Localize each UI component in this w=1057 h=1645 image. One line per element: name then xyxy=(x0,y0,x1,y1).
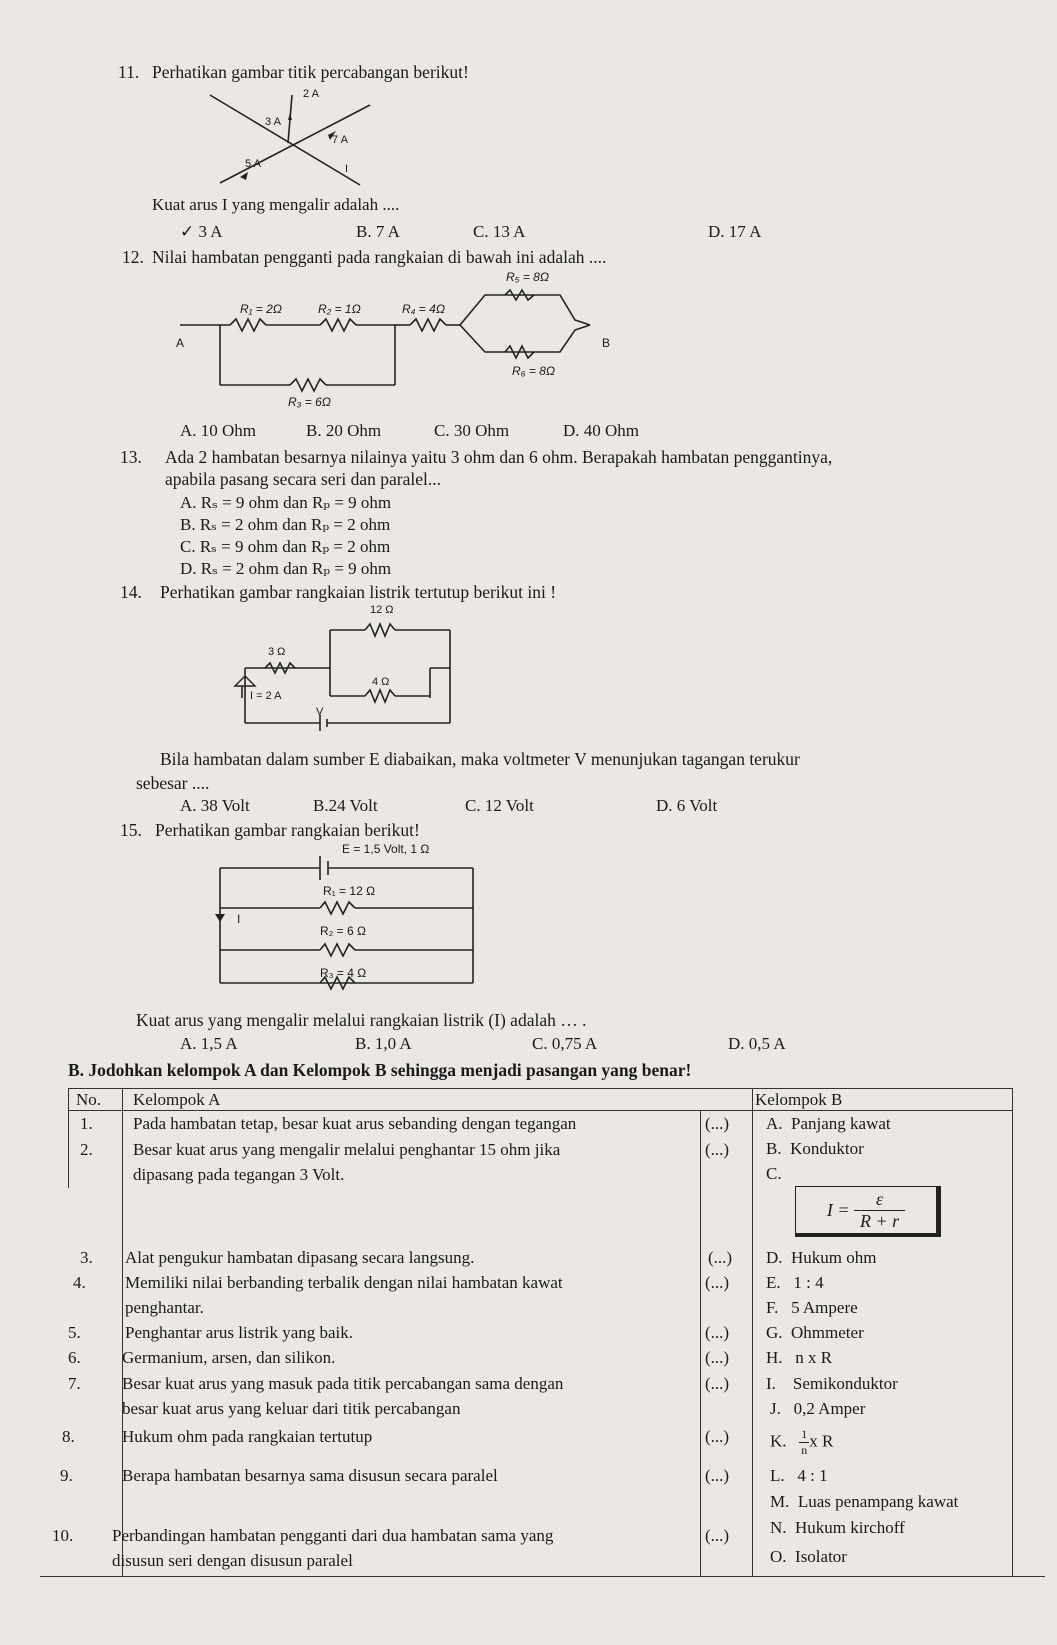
q14-label-v: V xyxy=(316,706,324,718)
row-1-text: Pada hambatan tetap, besar kuat arus sebanding dengan tegangan xyxy=(133,1114,577,1133)
table-top-border xyxy=(68,1088,1013,1089)
q13-option-b: B. Rₛ = 2 ohm dan Rₚ = 2 ohm xyxy=(180,515,391,534)
q13-line-2: apabila pasang secara seri dan paralel... xyxy=(165,469,441,489)
group-b-key: A. xyxy=(766,1114,783,1133)
table-col-divider-3 xyxy=(752,1088,753,1576)
group-b-item-b xyxy=(766,1139,864,1159)
q12-label-r3: R₃ = 6Ω xyxy=(288,395,331,409)
group-b-key: D. xyxy=(766,1248,783,1267)
row-5-text: Penghantar arus listrik yang baik. xyxy=(125,1323,354,1342)
row-1-no: 1. xyxy=(80,1114,93,1133)
group-b-key: F. xyxy=(766,1298,779,1317)
row-4-text-line-2: penghantar. xyxy=(125,1298,204,1317)
q12-label-a: A xyxy=(176,336,185,350)
group-b-item-f xyxy=(766,1298,858,1318)
group-b-item-l xyxy=(770,1466,828,1486)
group-b-item-c: C. xyxy=(766,1164,782,1183)
answer-blank-8[interactable]: (...) xyxy=(705,1427,730,1446)
group-b-value: Isolator xyxy=(795,1547,847,1566)
group-b-key: I. xyxy=(766,1374,776,1393)
section-b-title: B. Jodohkan kelompok A dan Kelompok B sehingga menjadi pasangan yang benar! xyxy=(68,1060,692,1080)
q11-label-i: I xyxy=(345,163,349,175)
q14-resistor-4 xyxy=(365,690,395,702)
q14-prompt: Perhatikan gambar rangkaian listrik tertutup berikut ini ! xyxy=(160,582,557,602)
group-b-value: Hukum ohm xyxy=(791,1248,877,1267)
group-b-item-g xyxy=(766,1323,864,1343)
q12-option-b: B. 20 Ohm xyxy=(306,421,382,440)
q13-number: 13. xyxy=(120,447,142,467)
table-header-no: No. xyxy=(76,1090,102,1109)
answer-blank-6[interactable]: (...) xyxy=(705,1348,730,1367)
row-4-no: 4. xyxy=(73,1273,86,1292)
q11-label-5a: 5 A xyxy=(245,158,261,170)
q12-label-r6: R₆ = 8Ω xyxy=(512,364,555,378)
q13-option-a: A. Rₛ = 9 ohm dan Rₚ = 9 ohm xyxy=(180,493,392,512)
row-8-text: Hukum ohm pada rangkaian tertutup xyxy=(122,1427,373,1446)
q12-label-r5: R₅ = 8Ω xyxy=(506,270,549,284)
group-b-item-a xyxy=(766,1114,891,1134)
row-3-no: 3. xyxy=(80,1248,93,1267)
formula-lhs: I = xyxy=(826,1199,850,1220)
q15-option-c: C. 0,75 A xyxy=(532,1034,598,1053)
q15-current-arrow xyxy=(215,914,225,922)
q13-option-d: D. Rₛ = 2 ohm dan Rₚ = 9 ohm xyxy=(180,559,392,578)
q14-number: 14. xyxy=(120,582,142,602)
group-b-value: Hukum kirchoff xyxy=(795,1518,905,1537)
k-numerator: 1 xyxy=(801,1427,808,1441)
group-b-key: E. xyxy=(766,1273,781,1292)
q12-resistor-r4 xyxy=(410,319,446,331)
group-b-key: J. xyxy=(770,1399,781,1418)
q15-label-i: I xyxy=(237,912,241,926)
formula-fraction xyxy=(854,1189,905,1232)
q11-prompt: Perhatikan gambar titik percabangan berikut! xyxy=(152,62,469,82)
q12-resistor-r1 xyxy=(230,319,266,331)
row-2-text-line-2: dipasang pada tegangan 3 Volt. xyxy=(133,1165,345,1184)
q12-resistor-r3 xyxy=(290,379,326,391)
group-b-key: L. xyxy=(770,1466,785,1485)
group-b-key: O. xyxy=(770,1547,787,1566)
group-b-item-k xyxy=(770,1427,833,1458)
q11-option-c: C. 13 A xyxy=(473,222,526,241)
q11-option-b: B. 7 A xyxy=(356,222,400,241)
q14-label-4: 4 Ω xyxy=(372,676,390,688)
k-fraction xyxy=(799,1427,809,1458)
answer-blank-3[interactable]: (...) xyxy=(708,1248,733,1267)
row-7-text-line-1: Besar kuat arus yang masuk pada titik percabangan sama dengan xyxy=(122,1374,564,1393)
q15-option-d: D. 0,5 A xyxy=(728,1034,786,1053)
group-b-item-d xyxy=(766,1248,877,1268)
formula-denominator: R + r xyxy=(859,1210,900,1231)
group-b-item-e xyxy=(766,1273,824,1293)
ohm-law-formula-box xyxy=(795,1186,941,1237)
q12-label-r1: R₁ = 2Ω xyxy=(240,302,282,316)
group-b-value: Ohmmeter xyxy=(791,1323,864,1342)
k-denominator: n xyxy=(801,1443,808,1457)
q12-label-b: B xyxy=(602,336,611,350)
group-b-key: K. xyxy=(770,1431,787,1451)
answer-blank-9[interactable]: (...) xyxy=(705,1466,730,1485)
group-b-item-i xyxy=(766,1374,898,1394)
table-header-border xyxy=(68,1110,1013,1111)
group-b-key: H. xyxy=(766,1348,783,1367)
answer-blank-1[interactable]: (...) xyxy=(705,1114,730,1133)
group-b-key: G. xyxy=(766,1323,783,1342)
group-b-value: Konduktor xyxy=(790,1139,864,1158)
q11-option-a-text: 3 A xyxy=(198,222,223,241)
check-mark-icon: ✓︎ xyxy=(180,222,195,241)
answer-blank-10[interactable]: (...) xyxy=(705,1526,730,1545)
q15-resistor-r1 xyxy=(320,902,355,914)
row-3-text: Alat pengukur hambatan dipasang secara langsung. xyxy=(125,1248,475,1267)
q12-number: 12. xyxy=(122,247,144,267)
group-b-value: x R xyxy=(809,1431,834,1451)
q12-option-a: A. 10 Ohm xyxy=(180,421,257,440)
q14-label-3: 3 Ω xyxy=(268,646,286,658)
q11-arrow-2 xyxy=(240,172,248,180)
q15-resistor-r2 xyxy=(320,944,355,956)
q11-option-a xyxy=(180,222,223,242)
q12-prompt: Nilai hambatan pengganti pada rangkaian di bawah ini adalah .... xyxy=(152,247,607,267)
group-b-key: B. xyxy=(766,1139,782,1158)
q15-label-e: E = 1,5 Volt, 1 Ω xyxy=(342,842,430,856)
answer-blank-7[interactable]: (...) xyxy=(705,1374,730,1393)
row-9-text: Berapa hambatan besarnya sama disusun secara paralel xyxy=(122,1466,498,1485)
row-2-no: 2. xyxy=(80,1140,93,1159)
group-b-item-j xyxy=(770,1399,865,1419)
row-8-no: 8. xyxy=(62,1427,75,1446)
group-b-value: Luas penampang kawat xyxy=(797,1492,959,1511)
q14-circuit-figure xyxy=(225,618,465,728)
q11-arrow-1 xyxy=(288,113,292,120)
group-b-value: 0,2 Amper xyxy=(793,1399,866,1418)
q15-label-r2: R₂ = 6 Ω xyxy=(320,924,366,938)
answer-blank-4[interactable]: (...) xyxy=(705,1273,730,1292)
row-7-text-line-2: besar kuat arus yang keluar dari titik percabangan xyxy=(122,1399,461,1418)
group-b-key: N. xyxy=(770,1518,787,1537)
group-b-value: Panjang kawat xyxy=(791,1114,891,1133)
row-7-no: 7. xyxy=(68,1374,81,1393)
group-b-item-o xyxy=(770,1547,847,1567)
q15-option-a: A. 1,5 A xyxy=(180,1034,238,1053)
formula-numerator: ε xyxy=(854,1189,905,1211)
q11-label-3a: 3 A xyxy=(265,116,281,128)
table-bottom-border xyxy=(40,1576,1045,1577)
q15-prompt: Perhatikan gambar rangkaian berikut! xyxy=(155,820,420,840)
row-9-no: 9. xyxy=(60,1466,73,1485)
q15-number: 15. xyxy=(120,820,142,840)
q14-resistor-12 xyxy=(365,624,395,636)
group-b-value: 4 : 1 xyxy=(797,1466,828,1485)
q12-option-d: D. 40 Ohm xyxy=(563,421,640,440)
q13-line-1: Ada 2 hambatan besarnya nilainya yaitu 3 ohm dan 6 ohm. Berapakah hambatan penggantinya, xyxy=(165,447,833,467)
q11-label-2a: 2 A xyxy=(303,88,319,100)
row-6-no: 6. xyxy=(68,1348,81,1367)
group-b-value: Semikonduktor xyxy=(792,1374,898,1393)
answer-blank-5[interactable]: (...) xyxy=(705,1323,730,1342)
table-header-group-a: Kelompok A xyxy=(133,1090,221,1109)
group-b-value: 1 : 4 xyxy=(793,1273,824,1292)
q14-line-1: Bila hambatan dalam sumber E diabaikan, maka voltmeter V menunjukan tagangan terukur xyxy=(160,749,800,769)
answer-blank-2[interactable]: (...) xyxy=(705,1140,730,1159)
group-b-value: 5 Ampere xyxy=(791,1298,858,1317)
q14-option-b: B.24 Volt xyxy=(313,796,378,815)
row-10-text-line-2: disusun seri dengan disusun paralel xyxy=(112,1551,353,1570)
q12-label-r4: R₄ = 4Ω xyxy=(402,302,445,316)
group-b-item-h xyxy=(766,1348,832,1368)
q14-option-c: C. 12 Volt xyxy=(465,796,534,815)
group-b-key: M. xyxy=(770,1492,790,1511)
table-col-divider-1 xyxy=(122,1088,123,1576)
q14-label-i: I = 2 A xyxy=(250,690,282,702)
row-2-text-line-1: Besar kuat arus yang mengalir melalui penghantar 15 ohm jika xyxy=(133,1140,561,1159)
q14-label-12: 12 Ω xyxy=(370,604,394,616)
q14-option-a: A. 38 Volt xyxy=(180,796,250,815)
q15-label-r3: R₃ = 4 Ω xyxy=(320,966,367,980)
row-4-text-line-1: Memiliki nilai berbanding terbalik dengan nilai hambatan kawat xyxy=(125,1273,563,1292)
q14-option-d: D. 6 Volt xyxy=(656,796,718,815)
q11-number: 11. xyxy=(118,62,140,82)
q14-line-2: sebesar .... xyxy=(136,773,210,793)
q11-label-7a: 7 A xyxy=(332,134,348,146)
q11-question: Kuat arus I yang mengalir adalah .... xyxy=(152,195,400,214)
q12-option-c: C. 30 Ohm xyxy=(434,421,510,440)
q11-junction-figure xyxy=(200,85,400,195)
q12-label-r2: R₂ = 1Ω xyxy=(318,302,361,316)
q11-option-d: D. 17 A xyxy=(708,222,762,241)
row-5-no: 5. xyxy=(68,1323,81,1342)
group-b-value: n x R xyxy=(795,1348,833,1367)
q15-label-r1: R₁ = 12 Ω xyxy=(323,884,376,898)
row-6-text: Germanium, arsen, dan silikon. xyxy=(122,1348,336,1367)
group-b-item-m xyxy=(770,1492,958,1512)
row-10-text-line-1: Perbandingan hambatan pengganti dari dua hambatan sama yang xyxy=(112,1526,554,1545)
table-header-group-b: Kelompok B xyxy=(755,1090,843,1109)
q15-question: Kuat arus yang mengalir melalui rangkaian listrik (I) adalah … . xyxy=(136,1010,587,1030)
group-b-item-n xyxy=(770,1518,905,1538)
table-col-divider-2 xyxy=(700,1110,701,1576)
row-10-no: 10. xyxy=(52,1526,74,1545)
q13-option-c: C. Rₛ = 9 ohm dan Rₚ = 2 ohm xyxy=(180,537,391,556)
q15-option-b: B. 1,0 A xyxy=(355,1034,412,1053)
q12-resistor-r2 xyxy=(320,319,356,331)
